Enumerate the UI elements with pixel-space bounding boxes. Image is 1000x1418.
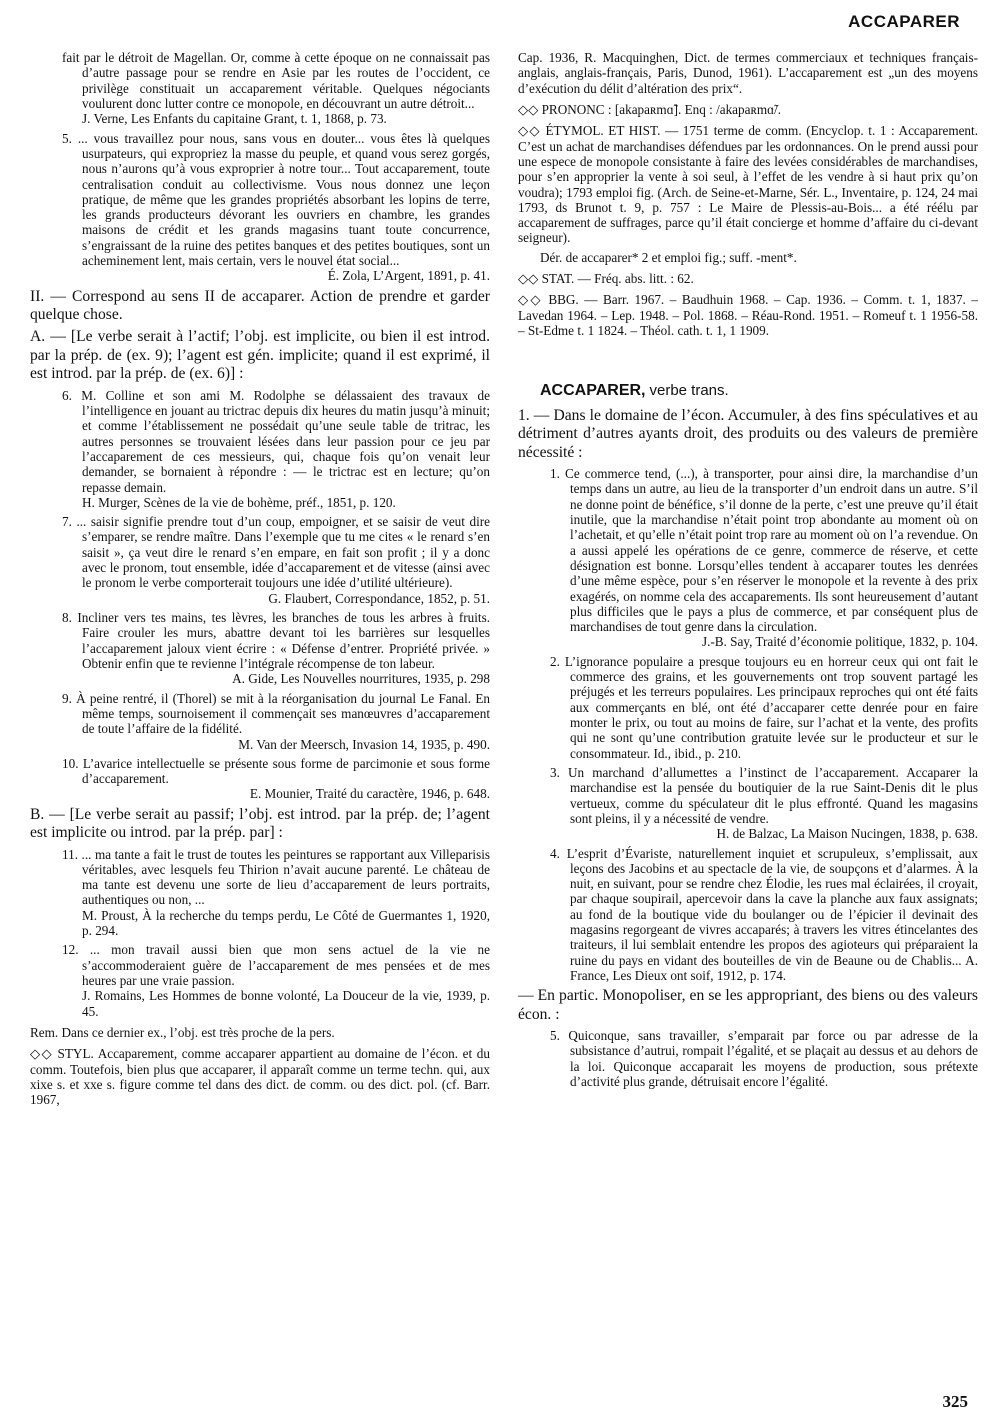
- continued-paragraph: Cap. 1936, R. Macquinghen, Dict. de termes commerciaux et techniques français-anglais, anglais-français, Paris, Dunod, 1961). L’accaparement est „un des moyens d’exécution du délit d’altération des prix“.: [518, 50, 978, 96]
- definition-paragraph: B. — [Le verbe serait au passif; l’obj. est introd. par la prép. de; l’agent est implicite ou introd. par la prép. par] :: [30, 805, 490, 842]
- section-paragraph: ◇◇ ÉTYMOL. ET HIST. — 1751 terme de comm. (Encyclop. t. 1 : Accaparement. C’est un achat de marchandises défendues par les ordonnances. On le prend aussi pour une espece de monopole consistante à faire des levées considérables de marchandises, pour s’en approprier la vente à soi seul, à l’effet de les vendre à si haut prix qu’on voudra); 1793 emploi fig. (Arch. de Seine-et-Marne, Sér. L., Inventaire, p. 124, 24 mai 1793, ds Brunot t. 9, p. 757 : Le Maire de Plessis-au-Bois... a été réélu par accaparement de suffrages, parce qu’il était concierge et homme d’affaire du ci-devant seigneur).: [518, 123, 978, 246]
- example-text: 1. Ce commerce tend, (...), à transporter, pour ainsi dire, la marchandise d’un temps dans un autre, au lieu de la transporter d’un endroit dans un autre. S’il ne donne point de bénéfice, s’il donne de la perte, c’est une preuve qu’il était inutile, que la marchandise n’était point trop abondante au moment où on l’achetait, et qu’elle n’était point trop rare au moment où on l’a revendue. On a aussi appelé les opérations de ce genre, commerce de réserve, et cette désignation est bonne. Lorsqu’elles tendent à accaparer toutes les denrées d’une même espèce, pour s’en réserver le monopole et la revente à des prix exagérés, on nomme cela des accaparements. Ils sont heureusement d’autant plus difficiles que le pays a plus de commerce, et par conséquent plus de marchandises de tout genre dans la circulation.: [550, 466, 978, 635]
- example-block: [62, 50, 490, 127]
- section-paragraph: ◇◇ STYL. Accaparement, comme accaparer appartient au domaine de l’écon. et du comm. Toutefois, bien plus que accaparer, il apparaît comme un terme techn. qui, aux xixe s. et xxe s. figure comme tel dans des dict. de comm. ou des dict. pol. (cf. Barr. 1967,: [30, 1046, 490, 1108]
- example-text: 2. L’ignorance populaire a presque toujours eu en horreur ceux qui ont fait le commerce des grains, et les gouvernements ont trop souvent partagé les préjugés et les terreurs populaires. Les principaux reproches qui ont été faits aux commerçants en blé, ont été d’accaparer cette denrée pour en faire monter le prix, ou tout au moins de faire, sur l’achat et la vente, des profits qui ne sont qu’une contribution gratuite levée sur le producteur et sur le consommateur. Id., ibid., p. 210.: [550, 653, 978, 761]
- example-text: 12. ... mon travail aussi bien que mon sens actuel de la vie ne s’accommoderaient guère de l’accaparement de mes pensées et de mes heures par une vraie passion.: [62, 942, 490, 989]
- example-block: [550, 764, 978, 842]
- running-head: ACCAPARER: [848, 12, 960, 31]
- example-block: [62, 610, 490, 687]
- example-block: [62, 942, 490, 1019]
- example-text: 7. ... saisir signifie prendre tout d’un coup, empoigner, et se saisir de veut dire s’emparer, se rendre maître. Dans l’exemple que tu me cites « le renard s’en saisit », ça veut dire le renard s’en empare, en fait son profit ; il y a donc avec le pronom, tout ensemble, idée d’accaparement et de vitesse (ainsi avec le pronom le verbe comporterait toujours une idée d’utilité ultérieure).: [62, 514, 490, 591]
- example-block: [62, 514, 490, 606]
- example-source: M. Proust, À la recherche du temps perdu, Le Côté de Guermantes 1, 1920, p. 294.: [82, 907, 490, 939]
- example-block: [550, 1028, 978, 1090]
- definition-paragraph: A. — [Le verbe serait à l’actif; l’obj. est implicite, ou bien il est introd. par la prép. de (ex. 9); l’agent est gén. implicite; quand il est exprimé, il est introd. par la prép. de (ex. 6)] :: [30, 328, 490, 383]
- definition-paragraph: II. — Correspond au sens II de accaparer. Action de prendre et garder quelque chose.: [30, 287, 490, 324]
- example-text: 5. Quiconque, sans travailler, s’emparait par force ou par adresse de la subsistance d’autrui, rompait l’égalité, et se plaçait au dessus et au dehors de la loi. Quiconque accaparait les moyens de production, sous prétexte d’activité plus grande, détruisait encore l’égalité.: [550, 1028, 978, 1090]
- example-text: 6. M. Colline et son ami M. Rodolphe se délassaient des travaux de l’intelligence en jouant au trictrac depuis dix heures du matin jusqu’à minuit; et comme l’établissement ne possédait qu’une seule table de tritrac, les autres personnes se trouvaient lésées dans leur passion pour ce jeu par l’accaparement de ces messieurs, qui, chaque fois qu’on venait leur demander, se bornaient à répondre : — le trictrac est en lecture; qu’on repasse demain.: [62, 387, 490, 495]
- example-block: [62, 130, 490, 284]
- example-text: 9. À peine rentré, il (Thorel) se mit à la réorganisation du journal Le Fanal. En même temps, sournoisement il commençait ses manœuvres d’accaparement de toute l’affaire de la fidélité.: [62, 690, 490, 737]
- example-source: A. Gide, Les Nouvelles nourritures, 1935, p. 298: [232, 671, 490, 687]
- example-block: [550, 466, 978, 650]
- example-block: [62, 755, 490, 802]
- example-text: 11. ... ma tante a fait le trust de toutes les peintures se rapportant aux Villeparisis véritables, avec lesquels feu Thirion n’avait aucune parenté. Le château de ma tante est devenu une sorte de lieu d’accaparement de leurs portraits, authentiques ou non, ...: [62, 846, 490, 908]
- section-paragraph: ◇◇ STAT. — Fréq. abs. litt. : 62.: [518, 271, 694, 287]
- example-source: E. Mounier, Traité du caractère, 1946, p. 648.: [249, 786, 490, 802]
- example-block: [62, 690, 490, 752]
- entry-category: verbe trans.: [649, 382, 729, 400]
- example-text: 10. L’avarice intellectuelle se présente sous forme de parcimonie et sous forme d’accaparement.: [62, 755, 490, 787]
- remark: Rem. Dans ce dernier ex., l’obj. est très proche de la pers.: [30, 1024, 335, 1040]
- right-column: [518, 50, 978, 1093]
- example-block: [62, 846, 490, 939]
- example-block: [550, 653, 978, 761]
- example-source: H. Murger, Scènes de la vie de bohème, préf., 1851, p. 120.: [82, 494, 396, 510]
- entry-headword: ACCAPARER,: [540, 382, 646, 400]
- example-block: [550, 845, 978, 984]
- example-text: 4. L’esprit d’Évariste, naturellement inquiet et scrupuleux, s’emplissait, aux leçons des Jacobins et au spectacle de la vie, de soupçons et d’alarmes. À la nuit, en suivant, pour se rendre chez Élodie, les rues mal éclairées, il croyait, par chaque soupirail, apercevoir dans la cave la planche aux faux assignats; au fond de la boutique vide du boulanger ou de l’épicier il devinait des magasins regorgeant de vivres accaparés; à travers les vitres étincelantes des traiteurs, il lui semblait entendre les propos des agioteurs qui préparaient la ruine du pays en vidant des bouteilles de vin de Beaune ou de Chablis... A. France, Les Dieux ont soif, 1912, p. 174.: [550, 845, 978, 984]
- example-text: fait par le détroit de Magellan. Or, comme à cette époque on ne connaissait pas d’autre passage pour se rendre en Asie par les routes de l’occident, ce privilège constituait un accaparement véritable. Quelques négociants voulurent donc lutter contre ce monopole, en découvrant un autre détroit...: [62, 50, 490, 111]
- left-column: [30, 50, 490, 1114]
- section-paragraph: ◇◇ BBG. — Barr. 1967. – Baudhuin 1968. – Cap. 1936. – Comm. t. 1, 1837. – Lavedan 1964. – Lep. 1948. – Pol. 1868. – Réau-Rond. 1951. – Romeuf t. 1 1956-58. – St-Edme t. 1 1824. – Théol. cath. t. 1, 1 1909.: [518, 292, 978, 338]
- entry-heading: [540, 382, 978, 401]
- example-block: [62, 387, 490, 511]
- derivation-line: Dér. de accaparer* 2 et emploi fig.; suff. -ment*.: [540, 249, 797, 265]
- example-text: 8. Incliner vers tes mains, tes lèvres, les branches de tous les arbres à fruits. Faire crouler les murs, abattre devant toi les barrières sur lesquelles l’accaparement jaloux vient écrire : « Défense d’entrer. Propriété privée. » Obtenir enfin que te revienne l’intégrale récompense de ton labeur.: [62, 610, 490, 671]
- example-text: 5. ... vous travaillez pour nous, sans vous en douter... vous êtes là quelques usurpateurs, qui expropriez la masse du peuple, et quand vous serez gorgés, nous n’aurons qu’à vous exproprier à notre tour... Tout accaparement, toute centralisation conduit au collectivisme. Vous nous donnez une leçon pratique, de même que les grandes propriétés absorbant les lopins de terre, les grands producteurs dévorant les ouvriers en chambre, les grandes maisons de crédit et les grands magasins tuant toute concurrence, s’engraissant de la ruine des petites banques et des petites boutiques, sont un acheminement lent, mais certain, vers le nouvel état social...: [62, 130, 490, 269]
- example-source: J.-B. Say, Traité d’économie politique, 1832, p. 104.: [701, 634, 978, 650]
- example-source: H. de Balzac, La Maison Nucingen, 1838, p. 638.: [716, 826, 978, 842]
- example-text: 3. Un marchand d’allumettes a l’instinct de l’accaparement. Accaparer la marchandise est la pensée du boutiquier de la rue Saint-Denis dit le plus vertueux, comme du spéculateur dit le plus effronté. Quand les magasins sont pleins, il y a nécessité de vendre.: [550, 764, 978, 826]
- example-source: J. Romains, Les Hommes de bonne volonté, La Douceur de la vie, 1939, p. 45.: [82, 988, 490, 1019]
- example-source: M. Van der Meersch, Invasion 14, 1935, p. 490.: [238, 736, 490, 752]
- page-number: 325: [942, 1392, 968, 1412]
- definition-paragraph: 1. — Dans le domaine de l’écon. Accumuler, à des fins spéculatives et au détriment d’autres ayants droit, des produits ou des valeurs de première nécessité :: [518, 406, 978, 461]
- example-source: É. Zola, L’Argent, 1891, p. 41.: [327, 268, 490, 284]
- example-source: G. Flaubert, Correspondance, 1852, p. 51.: [268, 590, 490, 606]
- section-paragraph: ◇◇ PRONONC : [akapaʀmɑ̃]. Enq : /akapaʀmɑ̃/.: [518, 101, 782, 117]
- definition-paragraph: — En partic. Monopoliser, en se les appropriant, des biens ou des valeurs écon. :: [518, 987, 978, 1023]
- example-source: J. Verne, Les Enfants du capitaine Grant, t. 1, 1868, p. 73.: [82, 111, 387, 127]
